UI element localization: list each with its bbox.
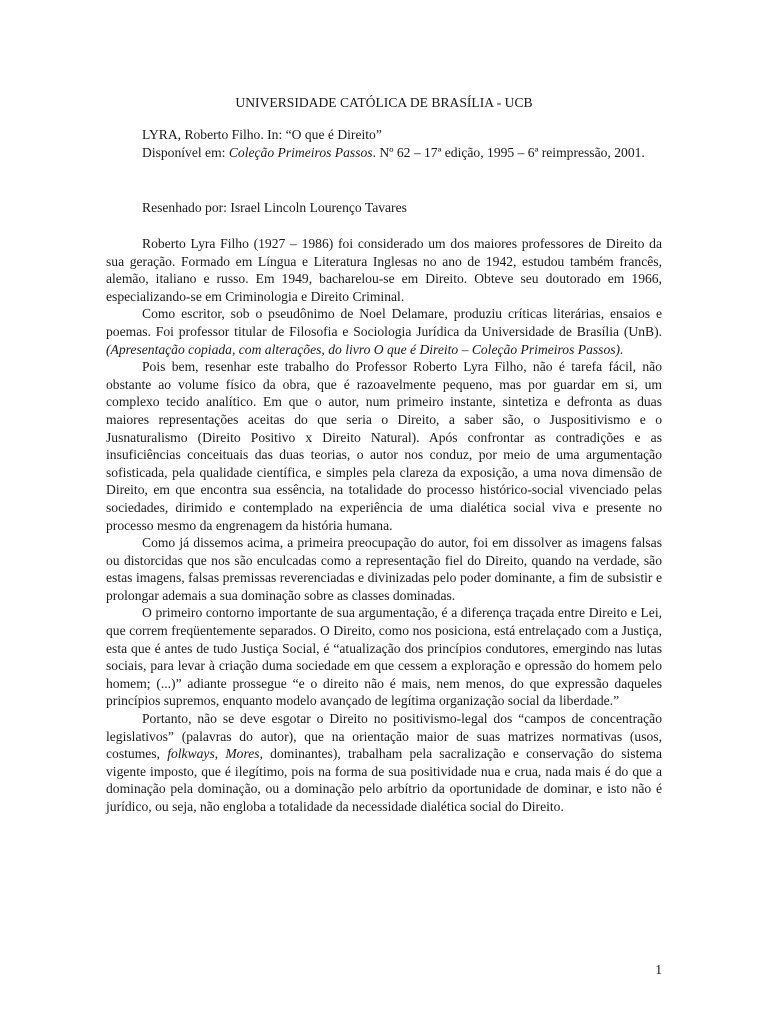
paragraph-false-images: Como já dissemos acima, a primeira preocupação do autor, foi em dissolver as imagens falsas ou distorcidas que nos são enculcadas como a representação fiel do Direito, quando na verdade, são estas imagens, falsas premissas reverenciadas e divinizadas pelo poder dominante, a fim de subsistir e prolongar ademais a sua dominação sobre as classes dominadas. <box>106 535 662 603</box>
availability-suffix: . Nº 62 – 17ª edição, 1995 – 6ª reimpressão, 2001. <box>372 144 645 160</box>
paragraph-text-segment: , dominantes), trabalham pela sacralização e conservação do sistema vigente imposto, que é ilegítimo, pois na forma de sua positividade nua e crua, nada mais é do que a dominação pela dominação, ou a dominação pelo arbítrio da oportunidade de dominar, e isto não é jurídico, ou seja, não engloba a totalidade da necessidade dialética social do Direito. <box>106 746 663 814</box>
reference-availability <box>142 144 662 162</box>
paragraph-writer-text: Como escritor, sob o pseudônimo de Noel Delamare, produziu críticas literárias, ensaios e poemas. Foi professor titular de Filosofia e Sociologia Jurídica da Universidade de Brasília (UnB). <box>106 306 662 339</box>
paragraph-writer-source: (Apresentação copiada, com alterações, do livro O que é Direito – Coleção Primeiros Passos). <box>106 341 624 357</box>
paragraph-analysis: Pois bem, resenhar este trabalho do Professor Roberto Lyra Filho, não é tarefa fácil, não obstante ao volume físico da obra, que é razoavelmente pequeno, mas por guardar em si, um complexo tecido analítico. Em que o autor, num primeiro instante, sintetiza e defronta as duas maiores representações aceitas do que seria o Direito, a saber são, o Juspositivismo e o Jusnaturalismo (Direito Positivo x Direito Natural). Após confrontar as contradições e as insuficiências conceituais das duas teorias, o autor nos conduz, por meio de uma argumentação sofisticada, pela qualidade científica, e simples pela clareza da exposição, a uma nova dimensão de Direito, em que encontra sua essência, na totalidade do processo histórico-social vivenciado pelas sociedades, dirimido e contemplado na experiência de uma dialética social viva e presente no processo mesmo da engrenagem da história humana. <box>106 359 662 533</box>
paragraph-text-segment: , <box>214 746 226 762</box>
collection-name: Coleção Primeiros Passos <box>228 144 373 160</box>
reviewer-line: Resenhado por: Israel Lincoln Lourenço Tavares <box>142 200 407 215</box>
term-folkways: folkways <box>167 746 215 762</box>
paragraph-law-vs-right: O primeiro contorno importante de sua argumentação, é a diferença traçada entre Direito e Lei, que correm freqüentemente separados. O Direito, como nos posiciona, está entrelaçado com a Justiça, esta que é antes de tudo Justiça Social, é “atualização dos princípios condutores, emergindo nas lutas sociais, para levar à criação duma sociedade em que cessem a exploração e opressão do homem pelo homem; (...)” adiante prossegue “e o direito não é mais, nem menos, do que expressão daqueles princípios supremos, enquanto modelo avançado de legítima organização social da liberdade.” <box>106 605 662 709</box>
page-number: 1 <box>655 962 662 977</box>
availability-prefix: Disponível em: <box>142 144 229 160</box>
review-body <box>106 235 662 816</box>
paragraph-legal-positivism <box>106 710 662 816</box>
paragraph-author-bio: Roberto Lyra Filho (1927 – 1986) foi considerado um dos maiores professores de Direito da sua geração. Formado em Língua e Literatura Inglesas no ano de 1942, estudou também francês, alemão, italiano e russo. Em 1949, bacharelou-se em Direito. Obteve seu doutorado em 1966, especializando-se em Criminologia e Direito Criminal. <box>106 236 662 304</box>
term-mores: Mores <box>225 746 260 762</box>
bibliographic-reference <box>142 126 662 161</box>
reference-title: LYRA, Roberto Filho. In: “O que é Direito” <box>142 127 382 142</box>
paragraph-writer <box>106 305 662 358</box>
paragraph-text-segment: Portanto, não se deve esgotar o Direito no positivismo-legal dos “campos de concentração legislativos” (palavras do autor), que na orientação maior de suas matrizes normativas (usos, costumes, <box>106 711 662 762</box>
university-header: UNIVERSIDADE CATÓLICA DE BRASÍLIA - UCB <box>235 95 533 110</box>
